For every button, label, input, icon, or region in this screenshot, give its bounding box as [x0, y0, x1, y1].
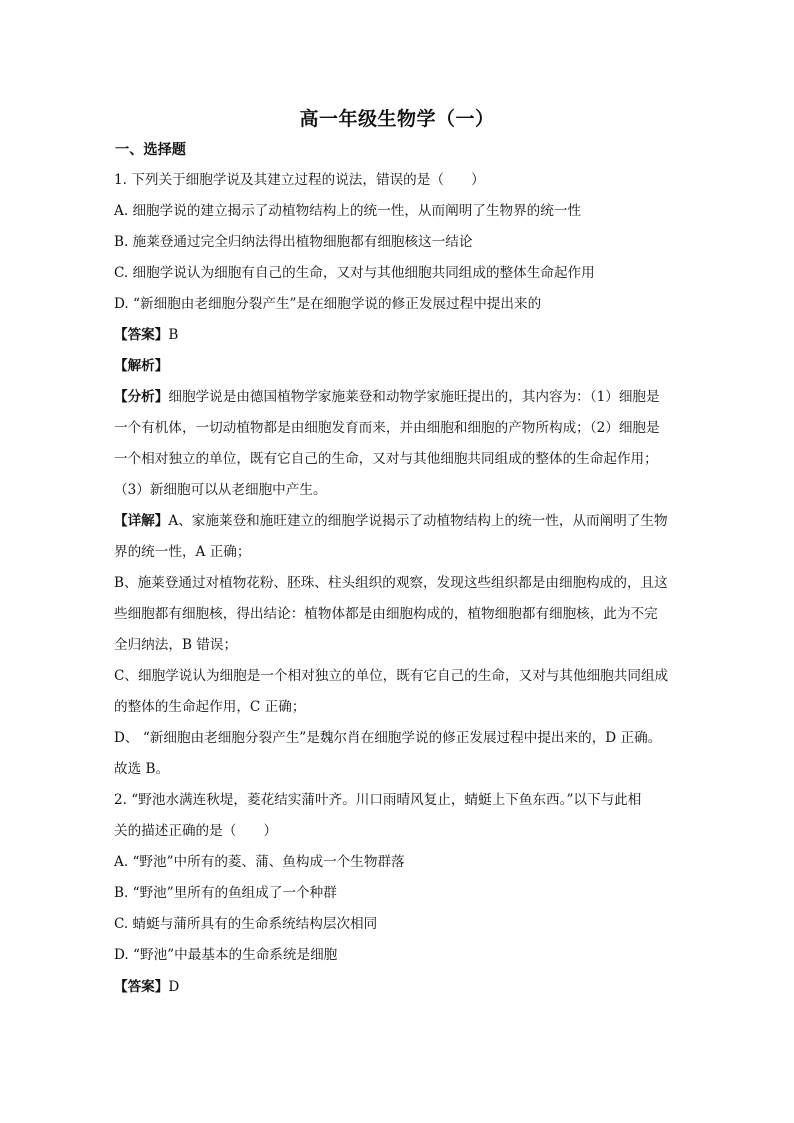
- detail-line: C、细胞学说认为细胞是一个相对独立的单位，既有它自己的生命，又对与其他细胞共同组成: [114, 668, 669, 684]
- analysis-tag: 【分析】: [114, 389, 169, 405]
- question-1-option-a: A. 细胞学说的建立揭示了动植物结构上的统一性，从而阐明了生物界的统一性: [114, 203, 582, 219]
- document-title: 高一年级生物学（一）: [299, 108, 495, 130]
- detail-text: A、家施莱登和施旺建立的细胞学说揭示了动植物结构上的统一性，从而阐明了生物: [168, 513, 668, 529]
- analysis-line: 一个相对独立的单位，既有它自己的生命，又对与其他细胞共同组成的整体的生命起作用；: [114, 451, 658, 467]
- question-1-option-d: D. “新细胞由老细胞分裂产生”是在细胞学说的修正发展过程中提出来的: [114, 296, 542, 312]
- analysis-line: 一个有机体，一切动植物都是由细胞发育而来，并由细胞和细胞的产物所构成；（2）细胞是: [114, 420, 660, 436]
- detail-line: 些细胞都有细胞核，得出结论：植物体都是由细胞构成的，植物细胞都有细胞核，此为不完: [114, 606, 658, 622]
- detail-line: B、施莱登通过对植物花粉、胚珠、柱头组织的观察，发现这些组织都是由细胞构成的，且这: [114, 575, 668, 591]
- question-2-answer: [114, 978, 694, 996]
- analysis-line: [114, 388, 694, 406]
- detail-line: 的整体的生命起作用，C 正确；: [114, 699, 306, 715]
- question-2-stem: 2. “野池水满连秋堤，菱花结实蒲叶齐。川口雨晴风复止，蜻蜓上下鱼东西。”以下与此相: [114, 792, 642, 808]
- answer-value: D: [168, 979, 180, 995]
- answer-tag: 【答案】: [114, 979, 169, 995]
- detail-line: 界的统一性，A 正确；: [114, 544, 251, 560]
- question-1-answer: [114, 326, 694, 344]
- answer-tag: 【答案】: [114, 327, 169, 343]
- question-1-jiexi: [114, 357, 694, 375]
- answer-value: B: [168, 327, 179, 343]
- question-2-option-d: D. “野池”中最基本的生命系统是细胞: [114, 947, 338, 963]
- detail-line: D、 “新细胞由老细胞分裂产生”是魏尔肖在细胞学说的修正发展过程中提出来的，D 正确。: [114, 730, 662, 746]
- question-2-option-c: C. 蜻蜓与蒲所具有的生命系统结构层次相同: [114, 916, 378, 932]
- detail-tag: 【详解】: [114, 513, 169, 529]
- question-2-option-b: B. “野池”里所有的鱼组成了一个种群: [114, 885, 337, 901]
- question-2-stem: 关的描述正确的是（ ）: [114, 823, 278, 839]
- jiexi-tag: 【解析】: [114, 358, 169, 374]
- detail-line: [114, 512, 694, 530]
- detail-line: 故选 B。: [114, 761, 170, 777]
- detail-line: 全归纳法，B 错误；: [114, 637, 238, 653]
- question-2-option-a: A. “野池”中所有的菱、蒲、鱼构成一个生物群落: [114, 854, 405, 870]
- analysis-line: （3）新细胞可以从老细胞中产生。: [114, 482, 327, 498]
- question-1-option-c: C. 细胞学说认为细胞有自己的生命，又对与其他细胞共同组成的整体生命起作用: [114, 265, 595, 281]
- question-1-stem: 1. 下列关于细胞学说及其建立过程的说法，错误的是（ ）: [114, 172, 485, 188]
- section-heading: 一、选择题: [115, 142, 186, 158]
- question-1-option-b: B. 施莱登通过完全归纳法得出植物细胞都有细胞核这一结论: [114, 234, 473, 250]
- analysis-text: 细胞学说是由德国植物学家施莱登和动物学家施旺提出的，其内容为：（1）细胞是: [168, 389, 660, 405]
